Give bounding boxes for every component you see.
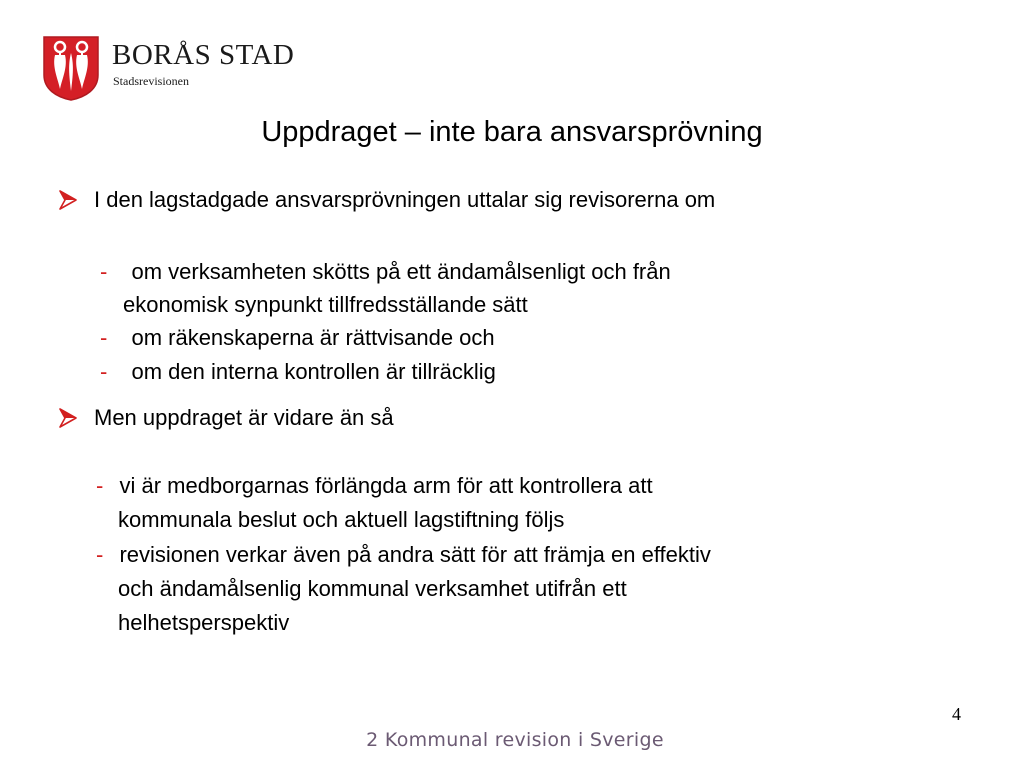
logo [42,35,294,101]
arrow-bullet-icon [58,408,78,428]
sub-item [100,324,495,352]
arrow-bullet-icon [58,190,78,210]
dash-marker: - [96,473,104,498]
slide-title: Uppdraget – inte bara ansvarsprövning [261,116,763,148]
boras-crest-icon [42,35,100,101]
sub-item-text: vi är medborgarnas förlängda arm för att kontrollera att [119,473,653,498]
sub-item-text: om verksamheten skötts på ett ändamålsenligt och från [131,259,671,284]
page-number: 4 [952,704,961,724]
sub-item [96,541,711,569]
bullet-item [58,186,715,214]
sub-item [100,358,496,386]
dash-marker: - [100,325,108,350]
sub-item-continuation: ekonomisk synpunkt tillfredsställande sätt [123,292,528,317]
sub-item-text: om räkenskaperna är rättvisande och [131,325,495,350]
logo-subtitle: Stadsrevisionen [113,74,189,88]
bullet-text: I den lagstadgade ansvarsprövningen uttalar sig revisorerna om [94,187,716,212]
bullet-text: Men uppdraget är vidare än så [94,405,394,430]
dash-marker: - [100,259,108,284]
logo-name: BORÅS STAD [112,39,295,71]
dash-marker: - [100,359,108,384]
sub-item-continuation: helhetsperspektiv [118,610,290,635]
sub-item [96,472,653,500]
sub-item-text: om den interna kontrollen är tillräcklig [131,359,496,384]
sub-item [100,258,671,286]
sub-item-continuation: kommunala beslut och aktuell lagstiftning följs [118,507,565,532]
sub-item-continuation: och ändamålsenlig kommunal verksamhet utifrån ett [118,576,627,601]
dash-marker: - [96,542,104,567]
sub-item-text: revisionen verkar även på andra sätt för att främja en effektiv [119,542,711,567]
footer-text: 2 Kommunal revision i Sverige [366,729,664,751]
bullet-item [58,404,394,432]
